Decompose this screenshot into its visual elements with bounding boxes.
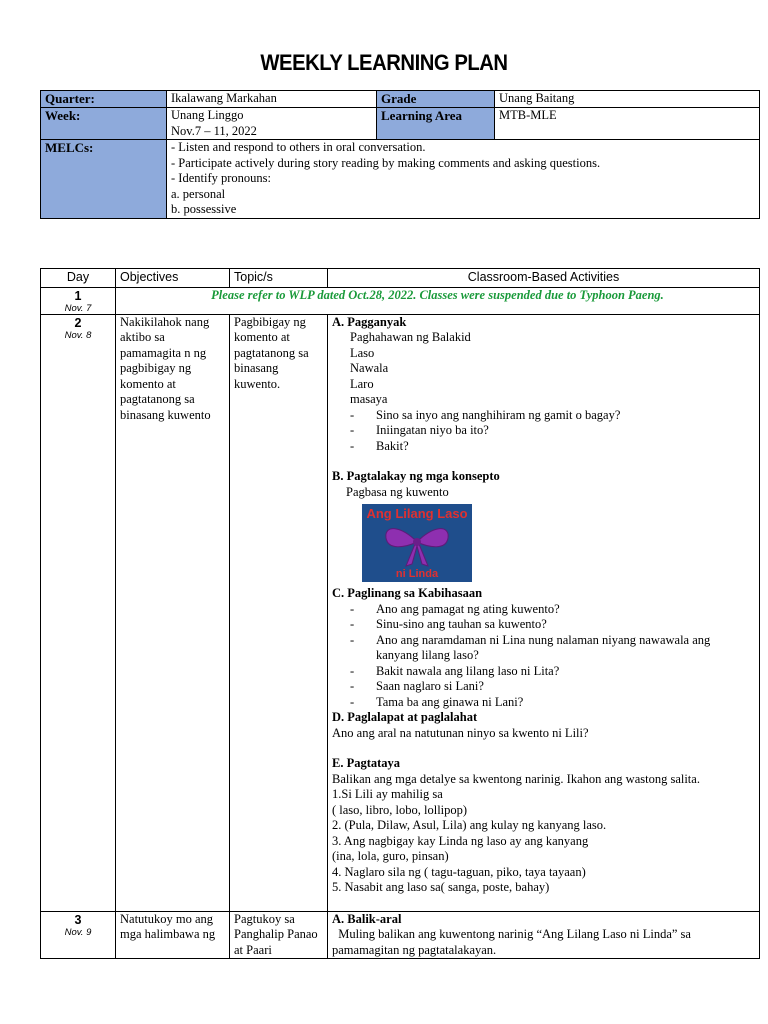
day-date: Nov. 9 xyxy=(64,926,92,938)
activity-line: Muling balikan ang kuwentong narinig “Ang Lilang Laso ni Linda” sa pamamagitan ng pagtatalakayan. xyxy=(332,927,695,957)
question-item: - Saan naglaro si Lani? xyxy=(350,679,484,693)
question-item: - Ano ang pamagat ng ating kuwento? xyxy=(350,601,560,616)
quarter-value: Ikalawang Markahan xyxy=(167,91,377,108)
story-cover-title: Ang Lilang Laso xyxy=(366,506,468,521)
melc-item: a. personal xyxy=(171,186,226,201)
section-e-title: E. Pagtataya xyxy=(332,756,401,770)
question-item: - Ano ang naramdaman ni Lina nung nalaman niyang nawawala ang kanyang lilang laso? xyxy=(332,633,755,664)
vocab-word: masaya xyxy=(350,392,388,406)
story-cover-author: ni Linda xyxy=(395,567,439,580)
quarter-label: Quarter: xyxy=(41,91,167,108)
melc-item: - Identify pronouns: xyxy=(171,171,271,185)
day-2-topic: Pagbibigay ng komento at pagtatanong sa binasang kuwento. xyxy=(230,314,328,911)
question-item: - Iniingatan niyo ba ito? xyxy=(350,423,489,437)
melc-item: - Listen and respond to others in oral conversation. xyxy=(171,140,426,154)
activity-line: Paghahawan ng Balakid xyxy=(350,330,471,344)
assessment-line: Balikan ang mga detalye sa kwentong narinig. Ikahon ang wastong salita. xyxy=(332,771,700,786)
day-2-objective: Nakikilahok nang aktibo sa pamamagita n ng pagbibigay ng komento at pagtatanong sa binasang kuwento xyxy=(116,314,230,911)
day-number: 2 xyxy=(74,315,82,330)
question-text: Ano ang pamagat ng ating kuwento? xyxy=(376,601,560,616)
day-2-activities xyxy=(328,314,760,911)
week-label: Week: xyxy=(41,108,167,140)
assessment-line: 3. Ang nagbigay kay Linda ng laso ay ang kanyang xyxy=(332,833,589,848)
question-text: Saan naglaro si Lani? xyxy=(376,679,484,693)
page-title: WEEKLY LEARNING PLAN xyxy=(260,50,508,75)
vocab-word: Laro xyxy=(350,376,374,391)
grade-label: Grade xyxy=(377,91,495,108)
day-3-topic: Pagtukoy sa Panghalip Panao at Paari xyxy=(230,911,328,959)
day-3-objective: Natutukoy mo ang mga halimbawa ng xyxy=(116,911,230,959)
section-c-title: C. Paglinang sa Kabihasaan xyxy=(332,586,483,600)
question-item: - Sinu-sino ang tauhan sa kuwento? xyxy=(350,617,547,631)
day-number: 3 xyxy=(74,912,82,927)
week-dates: Nov.7 – 11, 2022 xyxy=(171,123,257,138)
day-3-activities xyxy=(328,911,760,959)
assessment-line: (ina, lola, guro, pinsan) xyxy=(332,849,449,863)
section-b-title: B. Pagtalakay ng mga konsepto xyxy=(332,469,500,483)
day-3-cell xyxy=(41,911,116,959)
assessment-line: 5. Nasabit ang laso sa( sanga, poste, bahay) xyxy=(332,880,550,894)
section-a-title: A. Pagganyak xyxy=(332,314,407,329)
day-date: Nov. 7 xyxy=(64,302,92,314)
week-value-line: Unang Linggo xyxy=(171,108,244,122)
plan-table xyxy=(40,268,760,959)
question-item: - Bakit? xyxy=(350,438,409,453)
activity-line: Ano ang aral na natutunan ninyo sa kwento ni Lili? xyxy=(332,725,589,740)
melc-item: - Participate actively during story reading by making comments and asking questions. xyxy=(171,155,601,170)
melc-item: b. possessive xyxy=(171,202,237,216)
question-text: Bakit? xyxy=(376,438,409,453)
week-value xyxy=(167,108,377,140)
question-text: Iniingatan niyo ba ito? xyxy=(376,423,489,437)
header-activities: Classroom-Based Activities xyxy=(328,269,760,288)
question-item: - Sino sa inyo ang nanghihiram ng gamit o bagay? xyxy=(350,407,621,422)
question-text: Ano ang naramdaman ni Lina nung nalaman niyang nawawala ang kanyang lilang laso? xyxy=(376,632,711,662)
assessment-line: 4. Naglaro sila ng ( tagu-taguan, piko, taya tayaan) xyxy=(332,864,586,879)
story-cover-image xyxy=(362,504,472,582)
header-day: Day xyxy=(41,269,116,288)
learning-area-label: Learning Area xyxy=(377,108,495,140)
day-date: Nov. 8 xyxy=(64,329,92,341)
day-1-cell xyxy=(41,287,116,314)
section-a-title: A. Balik-aral xyxy=(332,911,402,926)
day-2-cell xyxy=(41,314,116,911)
suspension-notice: Please refer to WLP dated Oct.28, 2022. Classes were suspended due to Typhoon Paeng. xyxy=(116,287,760,314)
header-objectives: Objectives xyxy=(116,269,230,288)
section-d-title: D. Paglalapat at paglalahat xyxy=(332,710,478,724)
question-text: Tama ba ang ginawa ni Lani? xyxy=(376,694,524,709)
grade-value: Unang Baitang xyxy=(495,91,760,108)
question-item: - Bakit nawala ang lilang laso ni Lita? xyxy=(350,663,560,678)
question-item: - Tama ba ang ginawa ni Lani? xyxy=(350,694,524,709)
assessment-line: 2. (Pula, Dilaw, Asul, Lila) ang kulay ng kanyang laso. xyxy=(332,818,607,832)
day-number: 1 xyxy=(74,288,82,303)
melcs-list xyxy=(167,140,760,219)
info-table xyxy=(40,90,760,219)
vocab-word: Nawala xyxy=(350,361,389,375)
header-topics: Topic/s xyxy=(230,269,328,288)
learning-area-value: MTB-MLE xyxy=(495,108,760,140)
vocab-word: Laso xyxy=(350,345,375,360)
activity-line: Pagbasa ng kuwento xyxy=(346,484,449,499)
question-text: Sino sa inyo ang nanghihiram ng gamit o bagay? xyxy=(376,407,621,422)
melcs-label: MELCs: xyxy=(41,140,167,219)
question-text: Sinu-sino ang tauhan sa kuwento? xyxy=(376,617,547,631)
question-text: Bakit nawala ang lilang laso ni Lita? xyxy=(376,663,560,678)
assessment-line: 1.Si Lili ay mahilig sa xyxy=(332,787,443,801)
assessment-line: ( laso, libro, lobo, lollipop) xyxy=(332,802,468,817)
